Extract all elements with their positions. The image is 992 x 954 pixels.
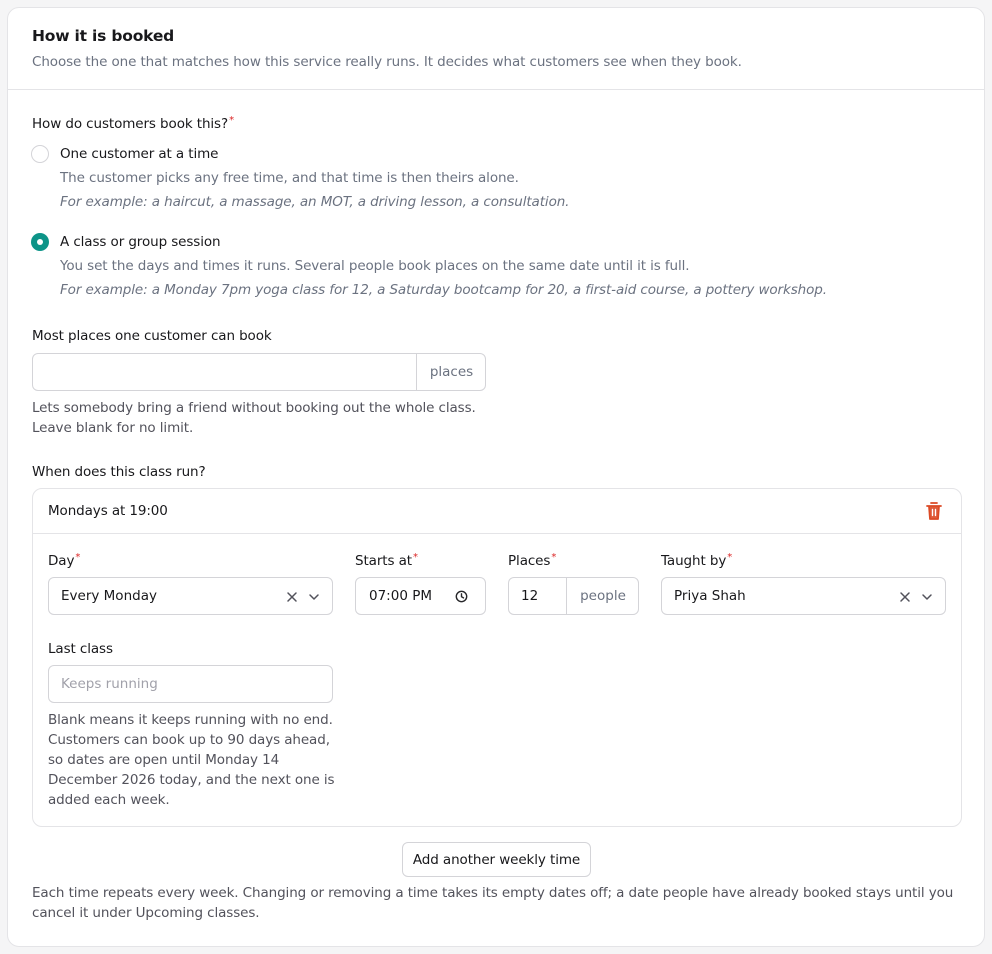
weekly-time-header <box>33 489 961 534</box>
last-class-label: Last class <box>48 641 113 657</box>
booking-type-card <box>7 7 985 947</box>
max-places-suffix: places <box>416 354 486 390</box>
option-class-group-example: For example: a Monday 7pm yoga class for 12, a Saturday bootcamp for 20, a first-aid course, a pottery workshop. <box>60 282 827 298</box>
radio-class-group[interactable] <box>31 233 49 251</box>
day-label <box>48 553 80 569</box>
required-mark: * <box>75 552 81 563</box>
last-class-input[interactable] <box>48 665 333 703</box>
option-class-group-description: You set the days and times it runs. Several people book places on the same date until it is full. <box>60 258 690 274</box>
taught-by-value: Priya Shah <box>674 588 746 604</box>
day-label-text: Day <box>48 553 75 569</box>
chevron-down-icon[interactable] <box>921 592 933 602</box>
section-subtitle: Choose the one that matches how this service really runs. It decides what customers see when they book. <box>32 54 742 70</box>
chevron-down-icon[interactable] <box>308 592 320 602</box>
clock-icon[interactable] <box>455 590 468 603</box>
schedule-footer-2: cancel it under Upcoming classes. <box>32 905 260 921</box>
max-places-help-1: Lets somebody bring a friend without booking out the whole class. <box>32 400 476 416</box>
required-mark: * <box>727 552 733 563</box>
max-places-help-2: Leave blank for no limit. <box>32 420 194 436</box>
option-one-customer-title[interactable]: One customer at a time <box>60 146 219 162</box>
taught-by-label <box>661 553 732 569</box>
booking-question-label <box>32 116 234 132</box>
places-label-text: Places <box>508 553 551 569</box>
day-select[interactable] <box>48 577 333 615</box>
required-mark: * <box>412 552 418 563</box>
clear-icon[interactable] <box>899 591 911 603</box>
section-title: How it is booked <box>32 27 175 45</box>
option-class-group-title[interactable]: A class or group session <box>60 234 221 250</box>
weekly-time-entry <box>32 488 962 827</box>
add-weekly-time-button[interactable]: Add another weekly time <box>402 842 591 877</box>
clear-icon[interactable] <box>286 591 298 603</box>
trash-icon[interactable] <box>925 501 943 521</box>
card-header <box>8 8 984 90</box>
required-mark: * <box>551 552 557 563</box>
last-class-help: Blank means it keeps running with no end. Customers can book up to 90 days ahead, so dates are open until Monday 14 December 2026 today, and the next one is added each week. <box>48 712 335 808</box>
places-value: 12 <box>521 588 539 604</box>
places-input[interactable] <box>508 577 639 615</box>
max-places-input[interactable] <box>32 353 486 391</box>
option-one-customer-description: The customer picks any free time, and that time is then theirs alone. <box>60 170 519 186</box>
taught-by-label-text: Taught by <box>661 553 727 569</box>
option-one-customer-example: For example: a haircut, a massage, an MOT, a driving lesson, a consultation. <box>60 194 570 210</box>
max-places-label: Most places one customer can book <box>32 328 272 344</box>
schedule-footer-1: Each time repeats every week. Changing or removing a time takes its empty dates off; a date people have already booked stays until you <box>32 885 954 901</box>
starts-at-input[interactable] <box>355 577 486 615</box>
places-label <box>508 553 556 569</box>
radio-one-customer[interactable] <box>31 145 49 163</box>
weekly-time-heading: Mondays at 19:00 <box>48 503 168 519</box>
starts-at-label <box>355 553 418 569</box>
places-suffix: people <box>566 578 639 614</box>
starts-at-label-text: Starts at <box>355 553 412 569</box>
required-mark: * <box>229 115 234 126</box>
booking-question-text: How do customers book this? <box>32 116 229 132</box>
starts-at-value: 07:00 PM <box>369 588 432 604</box>
schedule-question: When does this class run? <box>32 464 206 480</box>
taught-by-select[interactable] <box>661 577 946 615</box>
day-select-value: Every Monday <box>61 588 157 604</box>
